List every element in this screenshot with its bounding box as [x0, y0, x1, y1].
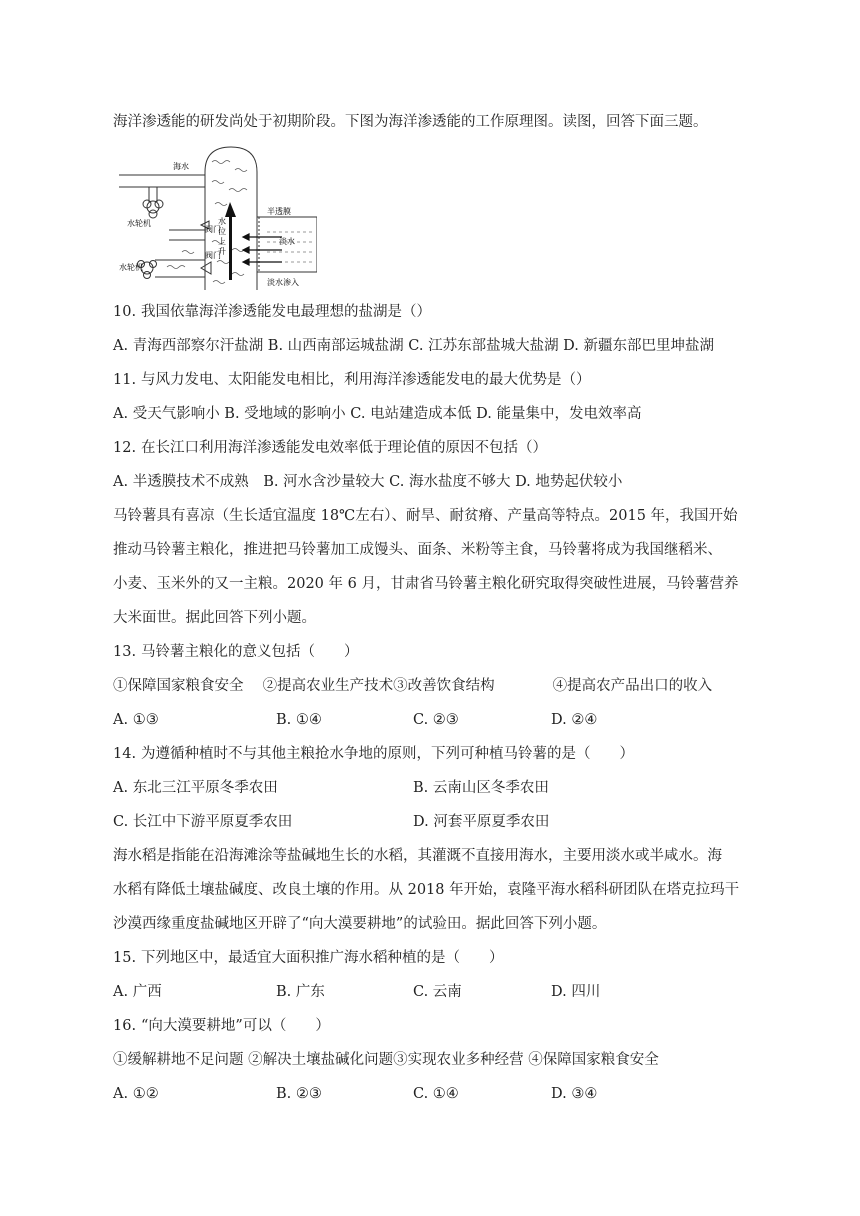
- question-13-option-b: B. ①④: [276, 712, 322, 728]
- intro-passage-2-line-3: 小麦、玉米外的又一主粮。2020 年 6 月，甘肃省马铃薯主粮化研究取得突破性进展，马铃薯营养: [113, 576, 739, 592]
- intro-passage-2-line-4: 大米面世。据此回答下列小题。: [113, 610, 316, 626]
- question-13-option-c: C. ②③: [413, 712, 459, 728]
- label-seawater: 海水: [173, 162, 189, 171]
- intro-passage-3-line-2: 水稻有降低土壤盐碱度、改良土壤的作用。从 2018 年开始，袁隆平海水稻科研团队在塔克拉玛干: [113, 882, 740, 898]
- question-12-options: A. 半透膜技术不成熟 B. 河水含沙量较大 C. 海水盐度不够大 D. 地势起伏较小: [113, 474, 623, 490]
- question-15: 15. 下列地区中，最适宜大面积推广海水稻种植的是（ ）: [113, 950, 504, 966]
- question-13-option-a: A. ①③: [113, 712, 159, 728]
- question-13-option-d: D. ②④: [551, 712, 598, 728]
- question-16: 16. “向大漠要耕地”可以（ ）: [113, 1018, 330, 1034]
- intro-passage-2-line-1: 马铃薯具有喜凉（生长适宜温度 18℃左右）、耐旱、耐贫瘠、产量高等特点。2015 年，我国开始: [113, 508, 738, 524]
- question-16-option-b: B. ②③: [276, 1086, 322, 1102]
- question-11: 11. 与风力发电、太阳能发电相比，利用海洋渗透能发电的最大优势是（）: [113, 372, 591, 388]
- intro-passage-1: 海洋渗透能的研发尚处于初期阶段。下图为海洋渗透能的工作原理图。读图，回答下面三题。: [113, 114, 708, 130]
- label-fresh-inflow: 淡水渗入: [267, 278, 299, 287]
- intro-passage-3-line-1: 海水稻是指能在沿海滩涂等盐碱地生长的水稻，其灌溉不直接用海水，主要用淡水或半咸水。海: [113, 848, 722, 864]
- question-12: 12. 在长江口利用海洋渗透能发电效率低于理论值的原因不包括（）: [113, 440, 547, 456]
- intro-passage-3-line-3: 沙漠西缘重度盐碱地区开辟了“向大漠要耕地”的试验田。据此回答下列小题。: [113, 916, 607, 932]
- question-14-option-d: D. 河套平原夏季农田: [413, 814, 550, 830]
- question-16-items: ①缓解耕地不足问题 ②解决土壤盐碱化问题③实现农业多种经营 ④保障国家粮食安全: [113, 1052, 659, 1068]
- label-water-rise-2: 位: [218, 227, 226, 236]
- label-water-rise-3: 上: [218, 237, 226, 246]
- label-valve-upper: 阀门: [205, 225, 221, 234]
- label-water-rise-1: 水: [218, 217, 226, 226]
- question-14: 14. 为遵循种植时不与其他主粮抢水争地的原则，下列可种植马铃薯的是（ ）: [113, 746, 634, 762]
- question-16-option-a: A. ①②: [113, 1086, 159, 1102]
- question-16-option-c: C. ①④: [413, 1086, 459, 1102]
- question-14-option-a: A. 东北三江平原冬季农田: [113, 780, 278, 796]
- label-water-rise-4: 升: [218, 247, 226, 256]
- question-15-option-b: B. 广东: [276, 984, 325, 1000]
- label-freshwater: 淡水: [279, 237, 295, 246]
- question-14-option-b: B. 云南山区冬季农田: [413, 780, 549, 796]
- osmotic-energy-diagram: [117, 142, 317, 292]
- label-membrane: 半透膜: [267, 207, 291, 216]
- label-valve-lower: 阀门: [205, 251, 221, 260]
- question-13: 13. 马铃薯主粮化的意义包括（ ）: [113, 644, 359, 660]
- label-turbine-lower: 水轮机: [119, 263, 143, 272]
- question-13-items: ①保障国家粮食安全 ②提高农业生产技术③改善饮食结构 ④提高农产品出口的收入: [113, 678, 713, 694]
- question-10: 10. 我国依靠海洋渗透能发电最理想的盐湖是（）: [113, 304, 431, 320]
- question-15-option-a: A. 广西: [113, 984, 162, 1000]
- question-15-option-d: D. 四川: [551, 984, 601, 1000]
- label-turbine-upper: 水轮机: [127, 219, 151, 228]
- question-14-option-c: C. 长江中下游平原夏季农田: [113, 814, 293, 830]
- question-10-options: A. 青海西部察尔汗盐湖 B. 山西南部运城盐湖 C. 江苏东部盐城大盐湖 D. 新疆东部巴里坤盐湖: [113, 338, 715, 354]
- intro-passage-2-line-2: 推动马铃薯主粮化，推进把马铃薯加工成馒头、面条、米粉等主食，马铃薯将成为我国继稻米、: [113, 542, 722, 558]
- question-15-option-c: C. 云南: [413, 984, 462, 1000]
- question-16-option-d: D. ③④: [551, 1086, 598, 1102]
- question-11-options: A. 受天气影响小 B. 受地域的影响小 C. 电站建造成本低 D. 能量集中，发电效率高: [113, 406, 642, 422]
